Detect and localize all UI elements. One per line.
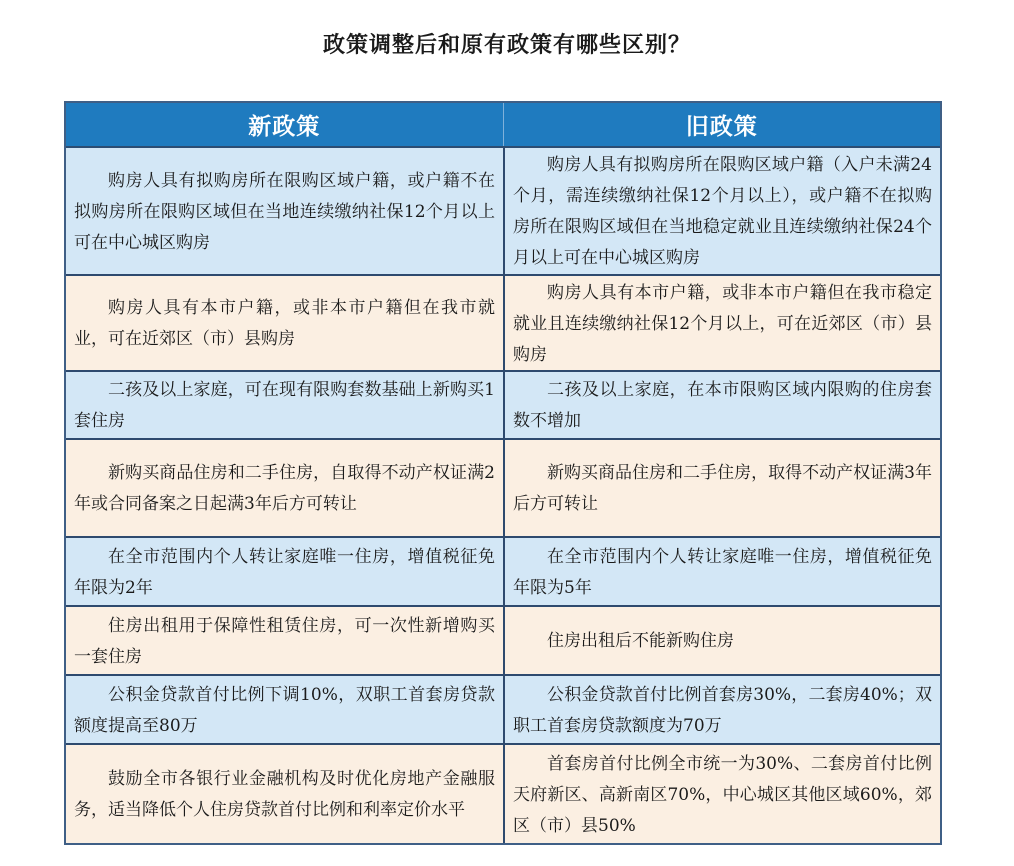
table-row (66, 438, 940, 536)
new-policy-cell: 二孩及以上家庭，可在现有限购套数基础上新购买1套住房 (74, 380, 495, 431)
old-policy-cell: 在全市范围内个人转让家庭唯一住房，增值税征免年限为5年 (503, 538, 940, 605)
old-policy-cell: 首套房首付比例全市统一为30%、二套房首付比例天府新区、高新南区70%，中心城区其他区域60%，郊区（市）县50% (503, 745, 940, 843)
page-title: 政策调整后和原有政策有哪些区别？ (322, 32, 691, 58)
table-row (66, 674, 940, 743)
old-policy-cell: 新购买商品住房和二手住房，取得不动产权证满3年后方可转让 (503, 440, 940, 536)
policy-comparison-table (64, 101, 942, 845)
new-policy-cell: 购房人具有拟购房所在限购区域户籍，或户籍不在拟购房所在限购区域但在当地连续缴纳社保12个月以上可在中心城区购房 (74, 170, 495, 253)
header-new-policy: 新政策 (248, 113, 321, 140)
new-policy-cell: 新购买商品住房和二手住房，自取得不动产权证满2年或合同备案之日起满3年后方可转让 (74, 463, 495, 514)
table-row (66, 274, 940, 370)
table-header (66, 103, 940, 148)
new-policy-cell: 购房人具有本市户籍，或非本市户籍但在我市就业，可在近郊区（市）县购房 (74, 298, 495, 349)
old-policy-cell: 住房出租后不能新购住房 (503, 607, 940, 674)
old-policy-cell: 公积金贷款首付比例首套房30%，二套房40%；双职工首套房贷款额度为70万 (503, 676, 940, 743)
header-old-policy: 旧政策 (503, 103, 941, 146)
table-row (66, 605, 940, 674)
table-row (66, 536, 940, 605)
new-policy-cell: 鼓励全市各银行业金融机构及时优化房地产金融服务，适当降低个人住房贷款首付比例和利率定价水平 (74, 769, 495, 820)
table-row (66, 743, 940, 843)
old-policy-cell: 购房人具有拟购房所在限购区域户籍（入户未满24个月，需连续缴纳社保12个月以上），或户籍不在拟购房所在限购区域但在当地稳定就业且连续缴纳社保24个月以上可在中心城区购房 (503, 148, 940, 274)
new-policy-cell: 住房出租用于保障性租赁住房，可一次性新增购买一套住房 (74, 615, 495, 667)
table-row (66, 148, 940, 274)
new-policy-cell: 公积金贷款首付比例下调10%，双职工首套房贷款额度提高至80万 (74, 684, 495, 736)
new-policy-cell: 在全市范围内个人转让家庭唯一住房，增值税征免年限为2年 (74, 546, 495, 598)
old-policy-cell: 二孩及以上家庭，在本市限购区域内限购的住房套数不增加 (503, 372, 940, 438)
old-policy-cell: 购房人具有本市户籍，或非本市户籍但在我市稳定就业且连续缴纳社保12个月以上，可在近郊区（市）县购房 (503, 276, 940, 370)
table-row (66, 370, 940, 438)
